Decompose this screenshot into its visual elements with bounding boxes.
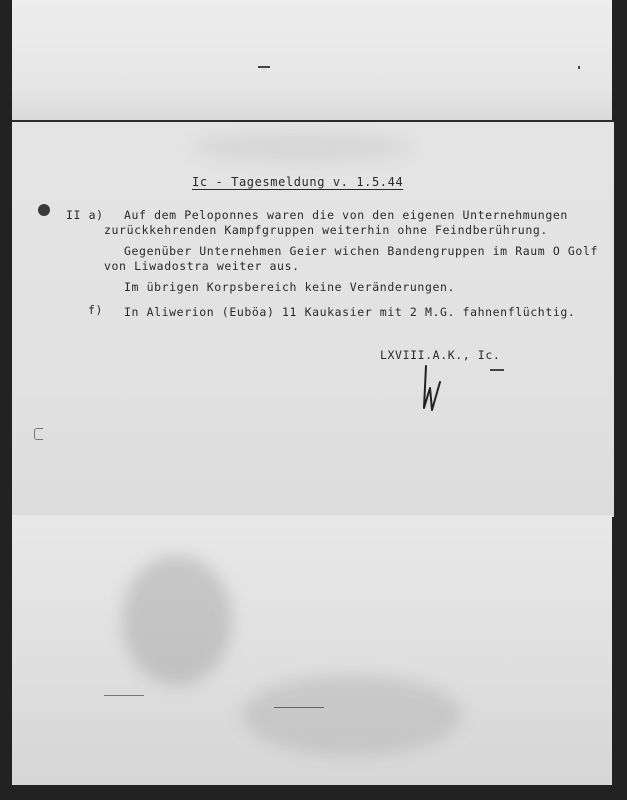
document-title: Ic - Tagesmeldung v. 1.5.44 (192, 175, 404, 189)
paper-smudge (192, 132, 412, 162)
ink-mark (578, 66, 580, 69)
paragraph-1-line-2: zurückkehrenden Kampfgruppen weiterhin ohne Feindberührung. (104, 223, 548, 237)
item-f-text: In Aliwerion (Euböa) 11 Kaukasier mit 2 M.G. fahnenflüchtig. (124, 305, 576, 319)
next-page-sheet (12, 515, 612, 785)
paper-smudge (122, 555, 232, 685)
item-f-label: f) (88, 303, 104, 317)
ink-mark (258, 66, 270, 68)
sender-signature-block: LXVIII.A.K., Ic. (380, 348, 501, 362)
paragraph-3: Im übrigen Korpsbereich keine Veränderungen. (124, 280, 456, 294)
margin-mark (34, 428, 43, 440)
paper-smudge (242, 675, 462, 755)
previous-page-sheet (12, 0, 612, 122)
paragraph-2-line-2: von Liwadostra weiter aus. (104, 259, 300, 273)
paragraph-2-line-1: Gegenüber Unternehmen Geier wichen Bandengruppen im Raum O Golf (124, 244, 598, 258)
ink-mark (490, 369, 504, 371)
ink-mark (104, 695, 144, 696)
handwritten-signature (418, 360, 448, 420)
section-label: II a) (66, 208, 104, 222)
punch-hole (38, 204, 50, 216)
ink-mark (274, 707, 324, 708)
paragraph-1-line-1: Auf dem Peloponnes waren die von den eigenen Unternehmungen (124, 208, 568, 222)
